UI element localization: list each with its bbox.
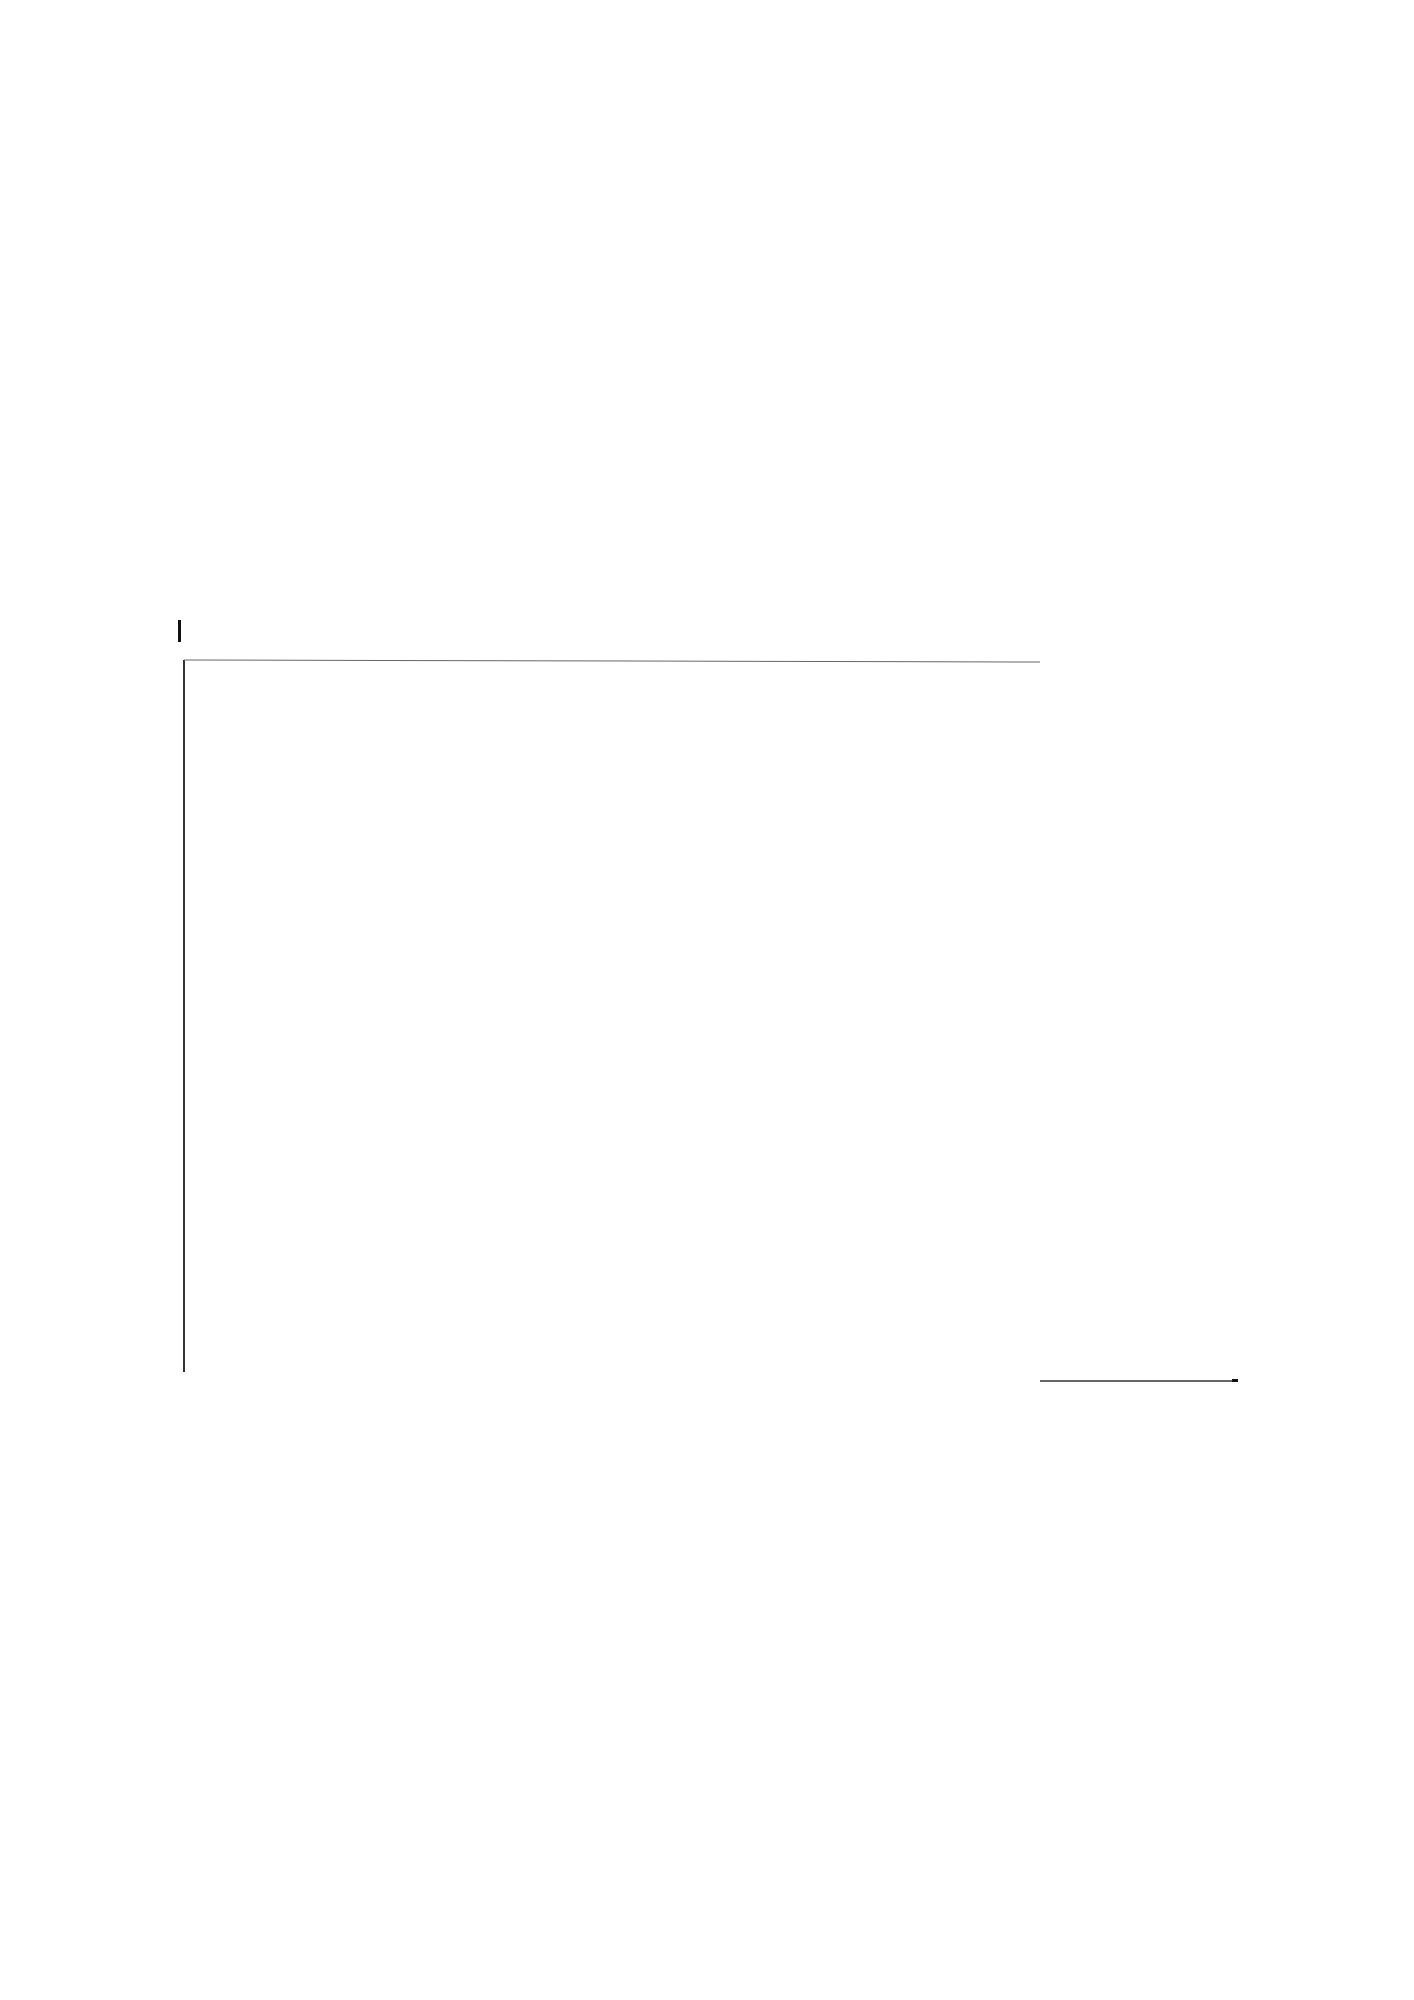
frame-top-edge [184, 660, 1040, 662]
corner-mark-bottom [1232, 1379, 1238, 1382]
corner-mark-top [178, 620, 181, 642]
